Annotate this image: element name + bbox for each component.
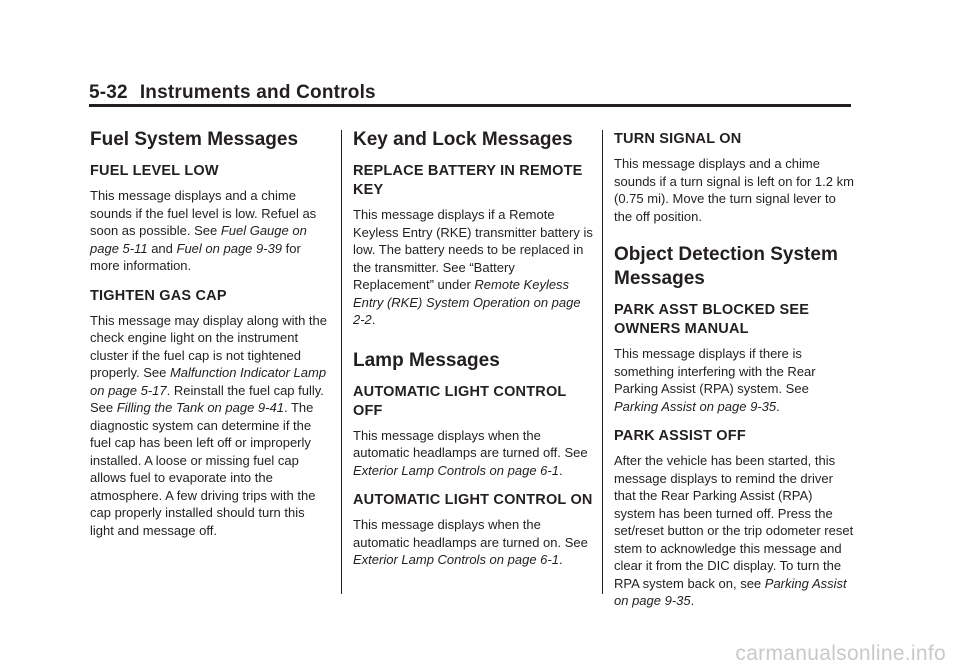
paragraph-turn-signal-on: This message displays and a chime sounds if a turn signal is left on for 1.2 km (0.75 mi). Move the turn signal lever to the off position. <box>614 156 854 224</box>
text: This message displays and a chime sounds if the fuel level is low. Refuel as soon as possible. See <box>90 188 317 238</box>
subsection-title-turn-signal-on: TURN SIGNAL ON <box>614 131 742 147</box>
text: . <box>558 552 563 567</box>
text: for more information. <box>90 240 301 273</box>
paragraph-replace-battery <box>353 206 593 329</box>
cross-reference-link[interactable]: Filling the Tank on page 9-41 <box>116 400 284 415</box>
section-title-key-lock: Key and Lock Messages <box>353 129 573 150</box>
text: and <box>147 240 177 256</box>
text: This message displays if there is something interfering with the Rear Parking Assist (RPA) system. See <box>614 346 816 396</box>
paragraph-park-asst-blocked <box>614 345 854 415</box>
text: After the vehicle has been started, this message displays to remind the driver that the Rear Parking Assist (RPA) system has been turned off. Press the set/reset button or the trip odometer reset stem to acknowledge this message and clear it from the DIC display. To turn the RPA system back on, see <box>614 453 854 591</box>
header-rule <box>89 104 851 107</box>
subsection-title-replace-battery: REPLACE BATTERY IN REMOTE KEY <box>353 163 583 198</box>
subsection-title-park-asst-blocked: PARK ASST BLOCKED SEE OWNERS MANUAL <box>614 302 810 337</box>
cross-reference-link[interactable]: Remote Keyless Entry (RKE) System Operation on page 2-2 <box>353 277 581 327</box>
subsection-title-auto-light-off: AUTOMATIC LIGHT CONTROL OFF <box>353 383 567 419</box>
paragraph-park-assist-off <box>614 452 854 610</box>
column-divider-2 <box>602 130 603 594</box>
column-3 <box>614 128 854 622</box>
column-1 <box>90 128 330 551</box>
text: . The diagnostic system can determine if the fuel cap has been left off or improperly installed. A loose or missing fuel cap allows fuel to evaporate into the atmosphere. A few driving trips with the cap properly installed should turn this light and message off. <box>90 400 316 538</box>
subsection-title-tighten-gas-cap: TIGHTEN GAS CAP <box>90 287 227 304</box>
cross-reference-link[interactable]: Parking Assist on page 9-35 <box>614 398 777 414</box>
text: . <box>558 462 563 478</box>
section-title-object-detection: Object Detection System Messages <box>614 244 838 289</box>
section-title-fuel-system: Fuel System Messages <box>90 129 299 150</box>
column-2 <box>353 128 593 581</box>
subsection-title-fuel-level-low: FUEL LEVEL LOW <box>90 163 219 179</box>
subsection-title-auto-light-on: AUTOMATIC LIGHT CONTROL ON <box>353 492 593 508</box>
subsection-title-park-assist-off: PARK ASSIST OFF <box>614 428 746 444</box>
text: This message displays if a Remote Keyless Entry (RKE) transmitter battery is low. The battery needs to be replaced in the transmitter. See “Battery Replacement” under <box>353 207 593 292</box>
paragraph-fuel-level-low <box>90 187 330 275</box>
cross-reference-link[interactable]: Exterior Lamp Controls on page 6-1 <box>353 552 559 567</box>
text: . <box>371 312 376 327</box>
text: . <box>690 593 695 608</box>
page-header <box>89 82 376 104</box>
paragraph-tighten-gas-cap <box>90 312 330 540</box>
paragraph-auto-light-on <box>353 516 593 569</box>
cross-reference-link[interactable]: Malfunction Indicator Lamp on page 5-17 <box>90 365 327 398</box>
watermark: carmanualsonline.info <box>735 642 946 665</box>
text: This message may display along with the check engine light on the instrument cluster if the fuel cap is not tightened properly. See <box>90 312 328 380</box>
text: This message displays when the automatic headlamps are turned on. See <box>353 517 588 550</box>
column-divider-1 <box>341 130 342 594</box>
cross-reference-link[interactable]: Exterior Lamp Controls on page 6-1 <box>353 462 559 478</box>
chapter-title: Instruments and Controls <box>139 82 376 103</box>
section-title-lamp: Lamp Messages <box>353 349 500 371</box>
page-number: 5-32 <box>89 82 128 103</box>
text: This message displays when the automatic headlamps are turned off. See <box>353 427 588 460</box>
text: . <box>776 398 780 414</box>
paragraph-auto-light-off <box>353 427 593 480</box>
text: . Reinstall the fuel cap fully. See <box>90 382 324 415</box>
cross-reference-link[interactable]: Fuel Gauge on page 5-11 <box>90 223 307 256</box>
cross-reference-link[interactable]: Fuel on page 9-39 <box>176 240 283 256</box>
cross-reference-link[interactable]: Parking Assist on page 9-35 <box>614 575 847 608</box>
